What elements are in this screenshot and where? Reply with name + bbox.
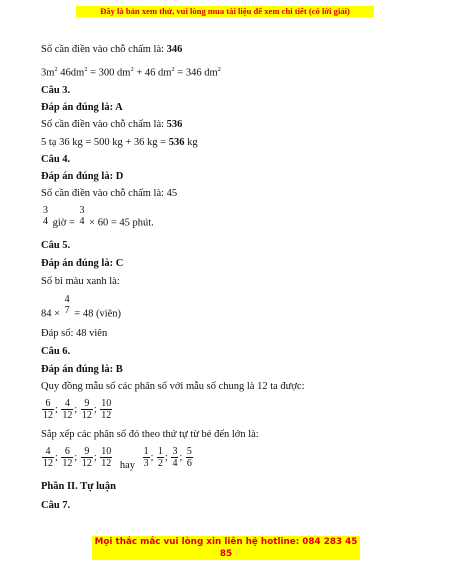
q2-calc-part: 3m xyxy=(41,67,55,79)
q2-calculation xyxy=(41,66,221,79)
q7-title: Câu 7. xyxy=(41,500,71,511)
separator: ; xyxy=(150,452,154,463)
separator: ; xyxy=(55,452,58,463)
fraction xyxy=(42,398,54,421)
fraction-denominator: 4 xyxy=(172,458,178,469)
q4-calculation xyxy=(41,205,154,228)
fraction-denominator: 2 xyxy=(158,458,164,469)
q4-unit: giờ = xyxy=(50,217,78,229)
preview-banner: Đây là bản xem thử, vui lòng mua tài liệu để xem chi tiết (có lời giải) xyxy=(76,6,374,17)
separator: ; xyxy=(93,452,97,463)
q5-lead: 84 × xyxy=(41,308,63,320)
fraction-numerator: 10 xyxy=(101,398,112,409)
q4-answer-line: Số cần điền vào chỗ chấm là: 45 xyxy=(41,188,178,199)
q5-tail: = 48 (viên) xyxy=(71,308,122,320)
q2-calc-part: = 346 dm xyxy=(174,67,218,79)
q2-calc-part: = 300 dm xyxy=(87,67,131,79)
fraction xyxy=(171,446,178,469)
q5-title: Câu 5. xyxy=(41,240,71,251)
q6-title: Câu 6. xyxy=(41,346,71,357)
q6-sort-intro: Sắp xếp các phân số đó theo thứ tự từ bé đến lớn là: xyxy=(41,429,259,440)
fraction-numerator: 6 xyxy=(64,446,70,457)
q2-exponent: 2 xyxy=(84,66,88,73)
fraction-denominator: 4 xyxy=(43,216,48,227)
q3-title: Câu 3. xyxy=(41,85,71,96)
q5-fraction xyxy=(64,294,71,316)
q6-answer-key: Đáp án đúng là: B xyxy=(41,364,123,375)
q5-answer-key: Đáp án đúng là: C xyxy=(41,258,124,269)
fraction-numerator: 1 xyxy=(143,446,149,457)
q3-answer-prefix: Số cần điền vào chỗ chấm là: xyxy=(41,119,167,130)
fraction xyxy=(143,446,150,469)
fraction xyxy=(81,398,93,421)
fraction xyxy=(61,398,73,421)
q4-fraction xyxy=(79,205,86,227)
q6-fraction-row-2 xyxy=(41,446,194,471)
separator: ; xyxy=(93,404,97,415)
q6-fraction-row-1 xyxy=(41,398,113,421)
q3-answer-key: Đáp án đúng là: A xyxy=(41,102,123,113)
hotline-footer: Mọi thắc mắc vui lòng xin liên hệ hotline: 084 283 45 85 xyxy=(92,536,360,560)
fraction-denominator: 12 xyxy=(62,410,73,421)
fraction-denominator: 12 xyxy=(62,458,73,469)
separator: ; xyxy=(179,452,183,463)
fraction-numerator: 4 xyxy=(64,398,70,409)
fraction-denominator: 12 xyxy=(101,458,112,469)
fraction xyxy=(81,446,93,469)
fraction xyxy=(100,446,112,469)
fraction-denominator: 12 xyxy=(101,410,112,421)
fraction-numerator: 1 xyxy=(158,446,164,457)
q3-calc-value: 536 xyxy=(168,137,185,148)
separator: ; xyxy=(74,452,78,463)
q5-result: Đáp số: 48 viên xyxy=(41,328,108,339)
fraction-numerator: 5 xyxy=(186,446,192,457)
fraction-numerator: 9 xyxy=(84,446,90,457)
separator: ; xyxy=(74,404,78,415)
q2-exponent: 2 xyxy=(54,66,58,73)
fraction-numerator: 4 xyxy=(64,294,70,305)
fraction-numerator: 3 xyxy=(43,205,48,216)
q4-answer-key: Đáp án đúng là: D xyxy=(41,171,124,182)
q2-calc-part: + 46 dm xyxy=(133,67,172,79)
fraction-numerator: 3 xyxy=(79,205,85,216)
q2-calc-part: 46dm xyxy=(57,67,85,79)
fraction xyxy=(186,446,193,469)
fraction-numerator: 10 xyxy=(101,446,112,457)
separator: ; xyxy=(165,452,168,463)
q6-intro: Quy đồng mẫu số các phân số với mẫu số chung là 12 ta được: xyxy=(41,381,305,392)
q3-calculation xyxy=(41,137,198,148)
q2-answer-prefix: Số cần điền vào chỗ chấm là: xyxy=(41,44,167,55)
fraction xyxy=(157,446,164,469)
fraction-denominator: 4 xyxy=(79,216,85,227)
q3-calc-text: 5 tạ 36 kg = 500 kg + 36 kg = xyxy=(41,137,169,148)
fraction-denominator: 7 xyxy=(64,305,70,316)
q3-calc-unit: kg xyxy=(184,137,198,148)
q2-exponent: 2 xyxy=(171,66,175,73)
connector-text: hay xyxy=(119,459,136,471)
q5-calculation xyxy=(41,294,121,319)
q2-exponent: 2 xyxy=(130,66,134,73)
fraction-numerator: 9 xyxy=(84,398,90,409)
fraction-denominator: 3 xyxy=(143,458,149,469)
q2-exponent: 2 xyxy=(217,66,221,73)
fraction-numerator: 4 xyxy=(45,446,51,457)
fraction xyxy=(42,446,54,469)
q2-answer-line xyxy=(41,44,182,55)
q2-answer-value: 346 xyxy=(166,44,183,55)
q3-answer-line xyxy=(41,119,182,130)
separator: ; xyxy=(55,404,58,415)
q3-answer-value: 536 xyxy=(166,119,183,130)
q4-tail: × 60 = 45 phút. xyxy=(86,217,154,229)
fraction-denominator: 12 xyxy=(43,458,53,469)
q4-fraction xyxy=(42,205,49,227)
fraction-numerator: 6 xyxy=(45,398,51,409)
q5-intro: Số bi màu xanh là: xyxy=(41,276,120,287)
part2-title: Phần II. Tự luận xyxy=(41,481,116,492)
fraction xyxy=(61,446,73,469)
fraction-numerator: 3 xyxy=(172,446,178,457)
q4-title: Câu 4. xyxy=(41,154,71,165)
fraction-denominator: 12 xyxy=(81,458,92,469)
fraction-denominator: 12 xyxy=(81,410,92,421)
fraction-denominator: 12 xyxy=(43,410,53,421)
fraction-denominator: 6 xyxy=(186,458,192,469)
fraction xyxy=(100,398,112,421)
